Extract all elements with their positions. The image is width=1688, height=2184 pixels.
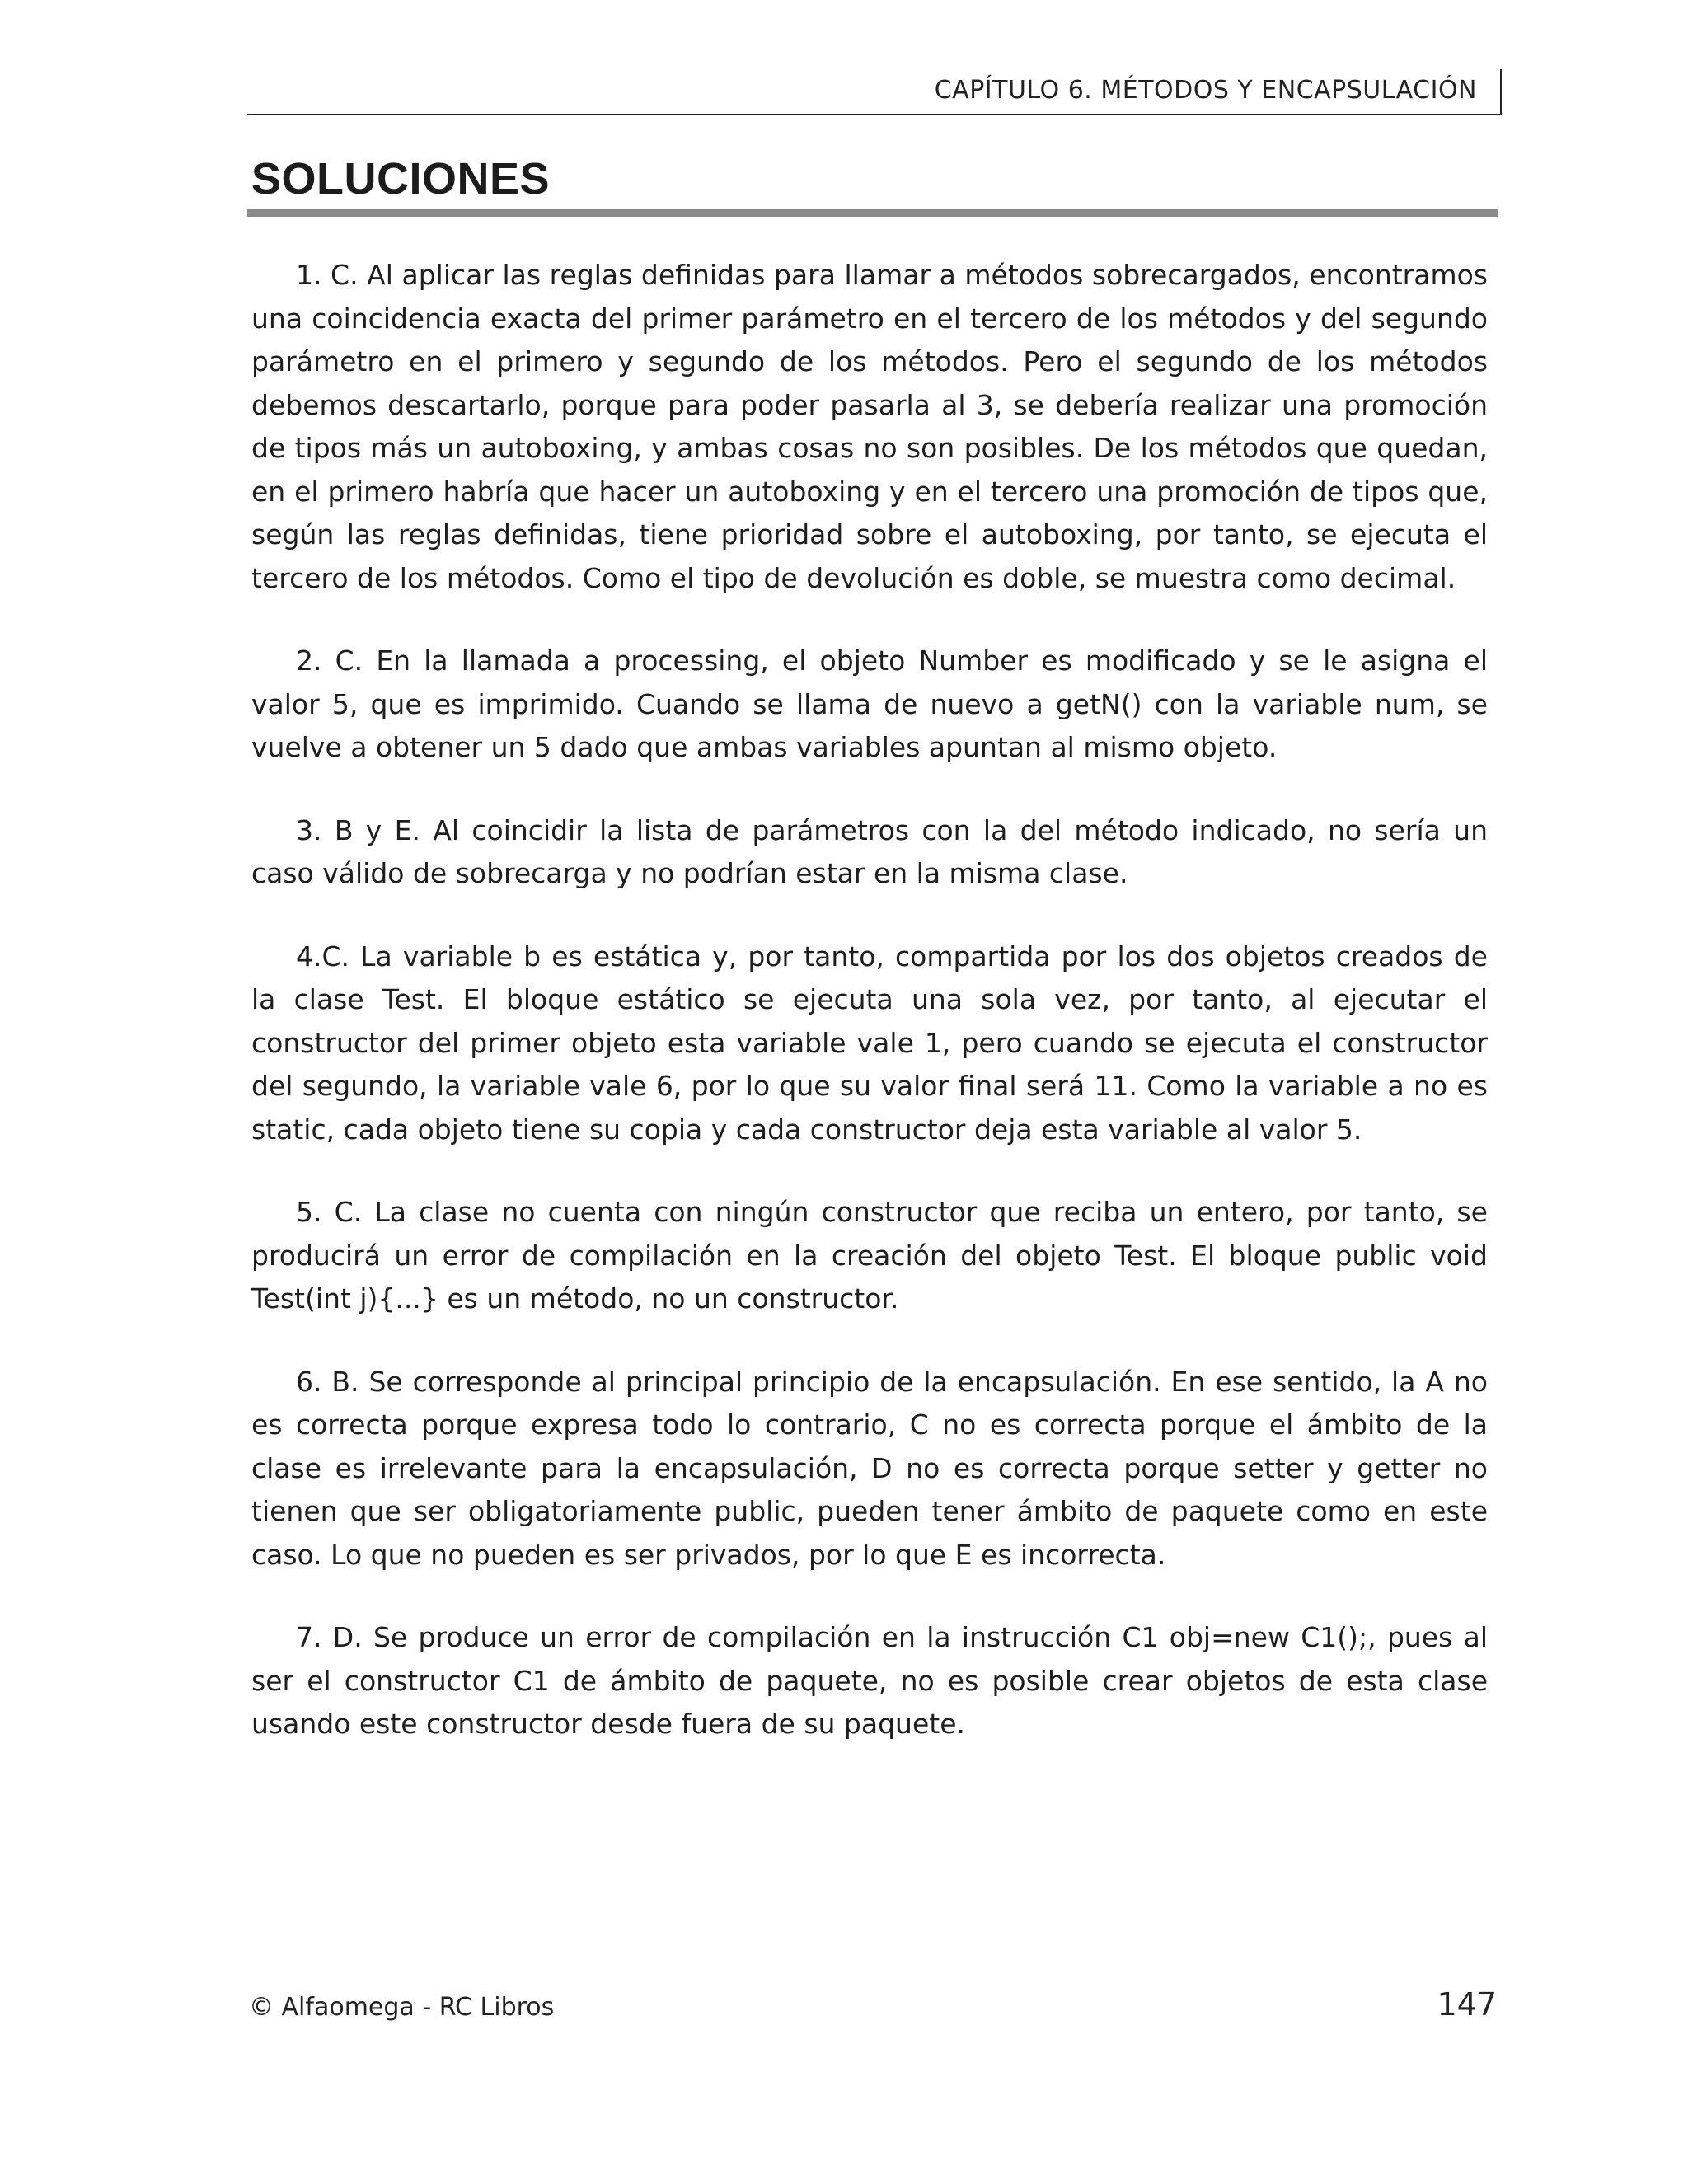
running-header <box>247 73 1502 115</box>
page-number: 147 <box>1437 1986 1497 2022</box>
solution-paragraph-3: 3. B y E. Al coincidir la lista de parámetros con la del método indicado, no sería un caso válido de sobrecarga y no podrían estar en la misma clase. <box>251 813 1488 889</box>
header-rule-tick <box>1500 69 1502 115</box>
solution-paragraph-4: 4.C. La variable b es estática y, por tanto, compartida por los dos objetos creados de la clase Test. El bloque estático se ejecuta una sola vez, por tanto, al ejecutar el constructor del primer objeto esta variable vale 1, pero cuando se ejecuta el constructor del segundo, la variable vale 6, por lo que su valor final será 11. Como la variable a no es static, cada objeto tiene su copia y cada constructor deja esta variable al valor 5. <box>251 940 1488 1146</box>
solutions-body <box>251 254 1488 1786</box>
footer-copyright: © Alfaomega - RC Libros <box>249 1993 555 2022</box>
chapter-title: CAPÍTULO 6. MÉTODOS Y ENCAPSULACIÓN <box>934 76 1477 105</box>
section-title: SOLUCIONES <box>251 154 551 204</box>
solution-paragraph-6: 6. B. Se corresponde al principal principio de la encapsulación. En ese sentido, la A no es correcta porque expresa todo lo contrario, C no es correcta porque el ámbito de la clase es irrelevante para la encapsulación, D no es correcta porque setter y getter no tienen que ser obligatoriamente public, pueden tener ámbito de paquete como en este caso. Lo que no pueden es ser privados, por lo que E es incorrecta. <box>251 1365 1488 1571</box>
solution-paragraph-2: 2. C. En la llamada a processing, el objeto Number es modificado y se le asigna el valor 5, que es imprimido. Cuando se llama de nuevo a getN() con la variable num, se vuelve a obtener un 5 dado que ambas variables apuntan al mismo objeto. <box>251 644 1488 763</box>
solution-paragraph-1: 1. C. Al aplicar las reglas definidas para llamar a métodos sobrecargados, encontramos una coincidencia exacta del primer parámetro en el tercero de los métodos y del segundo parámetro en el primero y segundo de los métodos. Pero el segundo de los métodos debemos descartarlo, porque para poder pasarla al 3, se debería realizar una promoción de tipos más un autoboxing, y ambas cosas no son posibles. De los métodos que quedan, en el primero habría que hacer un autoboxing y en el tercero una promoción de tipos que, según las reglas definidas, tiene prioridad sobre el autoboxing, por tanto, se ejecuta el tercero de los métodos. Como el tipo de devolución es doble, se muestra como decimal. <box>251 259 1488 594</box>
solution-paragraph-5: 5. C. La clase no cuenta con ningún constructor que reciba un entero, por tanto, se producirá un error de compilación en la creación del objeto Test. El bloque public void Test(int j){...} es un método, no un constructor. <box>251 1196 1488 1315</box>
solution-paragraph-7: 7. D. Se produce un error de compilación en la instrucción C1 obj=new C1();, pues al ser el constructor C1 de ámbito de paquete, no es posible crear objetos de esta clase usando este constructor desde fuera de su paquete. <box>251 1621 1488 1740</box>
title-underline-rule <box>247 209 1498 217</box>
